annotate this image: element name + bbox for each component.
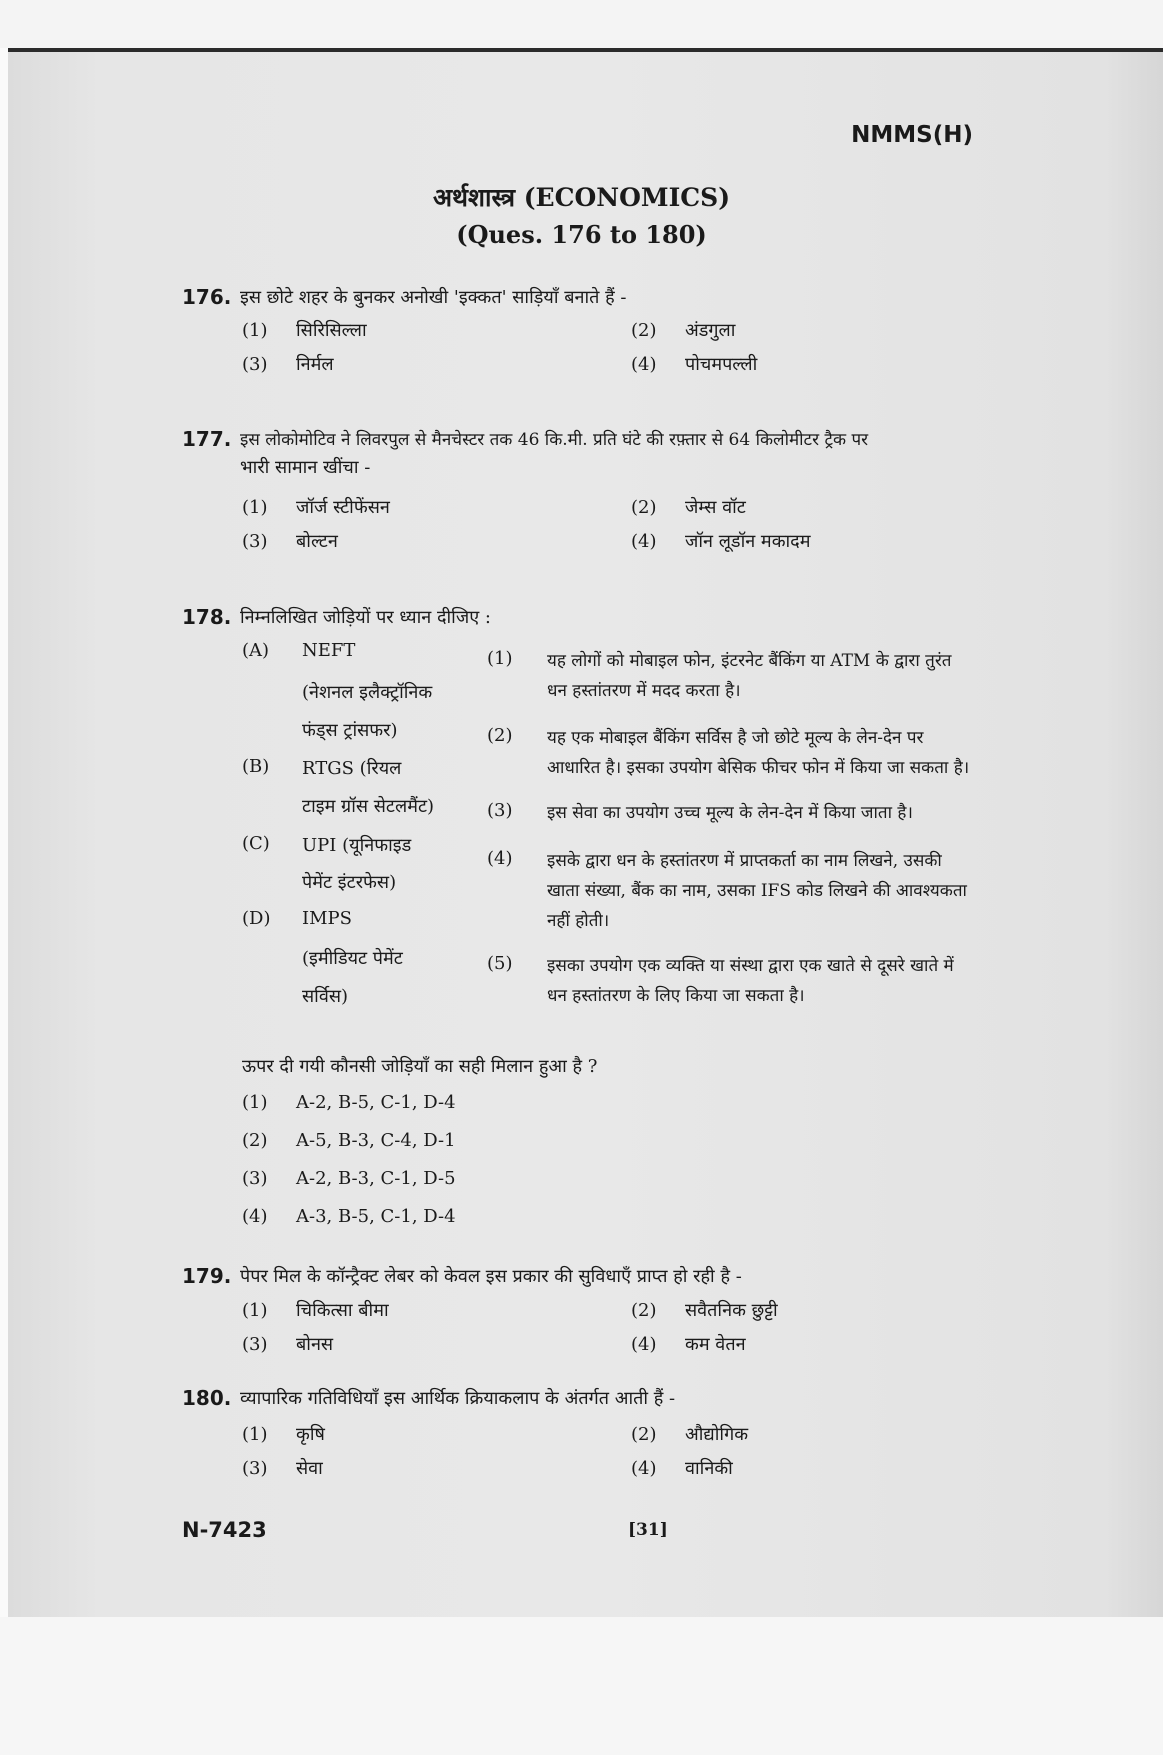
match-right-2-label: (2) [487, 725, 513, 746]
q179-option-1: (1) चिकित्सा बीमा [242, 1300, 389, 1321]
question-text-178: निम्नलिखित जोड़ियों पर ध्यान दीजिए : [240, 607, 491, 628]
question-text-180: व्यापारिक गतिविधियाँ इस आर्थिक क्रियाकलाप के अंतर्गत आती हैं - [240, 1388, 676, 1409]
q178-match-question: ऊपर दी गयी कौनसी जोड़ियाँ का सही मिलान हुआ है ? [242, 1056, 598, 1077]
page-number: [31] [628, 1520, 668, 1540]
match-left-D-label: (D) [242, 908, 271, 929]
q177-option-1: (1) जॉर्ज स्टीफेंसन [242, 497, 390, 518]
q179-option-3: (3) बोनस [242, 1334, 334, 1355]
q179-option-2: (2) सवैतनिक छुट्टी [631, 1300, 778, 1321]
q180-option-1: (1) कृषि [242, 1424, 325, 1445]
question-number-180: 180. [182, 1386, 232, 1410]
match-left-A-line2: (नेशनल इलैक्ट्रॉनिक [302, 682, 433, 703]
match-right-1-line2: धन हस्तांतरण में मदद करता है। [547, 681, 741, 701]
q176-option-3: (3) निर्मल [242, 354, 334, 375]
match-right-1-line1: यह लोगों को मोबाइल फोन, इंटरनेट बैंकिंग या ATM के द्वारा तुरंत [547, 651, 952, 671]
section-subtitle: (Ques. 176 to 180) [456, 220, 707, 249]
match-left-D-line2: (इमीडियट पेमेंट [302, 948, 403, 969]
match-left-B-label: (B) [242, 756, 270, 777]
match-left-D-line3: सर्विस) [302, 986, 349, 1007]
q180-option-4: (4) वानिकी [631, 1458, 733, 1479]
question-text-176: इस छोटे शहर के बुनकर अनोखी 'इक्कत' साड़ियाँ बनाते हैं - [240, 287, 627, 308]
match-right-3-label: (3) [487, 800, 513, 821]
booklet-code-footer: N-7423 [182, 1518, 267, 1542]
match-left-C-label: (C) [242, 833, 270, 854]
section-title: अर्थशास्त्र (ECONOMICS) [432, 183, 731, 212]
match-right-4-label: (4) [487, 848, 513, 869]
match-left-A-label: (A) [242, 640, 270, 661]
match-left-A-line1: NEFT [302, 640, 356, 661]
match-right-5-label: (5) [487, 953, 513, 974]
match-right-5-line1: इसका उपयोग एक व्यक्ति या संस्था द्वारा एक खाते से दूसरे खाते में [547, 956, 954, 976]
match-right-3-line1: इस सेवा का उपयोग उच्च मूल्य के लेन-देन में किया जाता है। [547, 803, 913, 823]
match-right-4-line1: इसके द्वारा धन के हस्तांतरण में प्राप्तकर्ता का नाम लिखने, उसकी [547, 851, 942, 871]
q176-option-1: (1) सिरिसिल्ला [242, 320, 367, 341]
question-number-177: 177. [182, 427, 232, 451]
match-left-D-line1: IMPS [302, 908, 352, 929]
q177-option-4: (4) जॉन लूडॉन मकादम [631, 531, 811, 552]
question-text-179: पेपर मिल के कॉन्ट्रैक्ट लेबर को केवल इस प्रकार की सुविधाएँ प्राप्त हो रही है - [240, 1266, 742, 1287]
q179-option-4: (4) कम वेतन [631, 1334, 746, 1355]
exam-page [8, 48, 1163, 1617]
q177-option-2: (2) जेम्स वॉट [631, 497, 746, 518]
scan-background-top [0, 0, 1163, 48]
question-text-177-line1: इस लोकोमोटिव ने लिवरपुल से मैनचेस्टर तक 46 कि.मी. प्रति घंटे की रफ़्तार से 64 किलोमीटर ट्रैक पर [240, 430, 869, 450]
match-right-1-label: (1) [487, 648, 513, 669]
q176-option-4: (4) पोचमपल्ली [631, 354, 758, 375]
match-left-C-line1: UPI (यूनिफाइड [302, 835, 412, 856]
exam-code-header: NMMS(H) [851, 122, 973, 148]
q180-option-3: (3) सेवा [242, 1458, 323, 1479]
match-right-2-line2: आधारित है। इसका उपयोग बेसिक फीचर फोन में किया जा सकता है। [547, 758, 970, 778]
match-right-5-line2: धन हस्तांतरण के लिए किया जा सकता है। [547, 986, 805, 1006]
question-number-176: 176. [182, 285, 232, 309]
match-right-2-line1: यह एक मोबाइल बैंकिंग सर्विस है जो छोटे मूल्य के लेन-देन पर [547, 728, 924, 748]
question-number-179: 179. [182, 1264, 232, 1288]
match-left-B-line2: टाइम ग्रॉस सेटलमैंट) [302, 796, 435, 817]
match-right-4-line2: खाता संख्या, बैंक का नाम, उसका IFS कोड लिखने की आवश्यकता [547, 881, 967, 901]
question-number-178: 178. [182, 605, 232, 629]
match-right-4-line3: नहीं होती। [547, 911, 610, 931]
scan-background-bottom [0, 1617, 1163, 1755]
q178-option-3: (3) A-2, B-3, C-1, D-5 [242, 1168, 456, 1189]
q176-option-2: (2) अंडगुला [631, 320, 736, 341]
q177-option-3: (3) बोल्टन [242, 531, 338, 552]
q178-option-4: (4) A-3, B-5, C-1, D-4 [242, 1206, 456, 1227]
match-left-B-line1: RTGS (रियल [302, 758, 402, 779]
match-left-A-line3: फंड्स ट्रांसफर) [302, 720, 398, 741]
q178-option-2: (2) A-5, B-3, C-4, D-1 [242, 1130, 456, 1151]
match-left-C-line2: पेमेंट इंटरफेस) [302, 872, 397, 893]
q180-option-2: (2) औद्योगिक [631, 1424, 749, 1445]
q178-option-1: (1) A-2, B-5, C-1, D-4 [242, 1092, 456, 1113]
question-text-177-line2: भारी सामान खींचा - [240, 457, 371, 478]
